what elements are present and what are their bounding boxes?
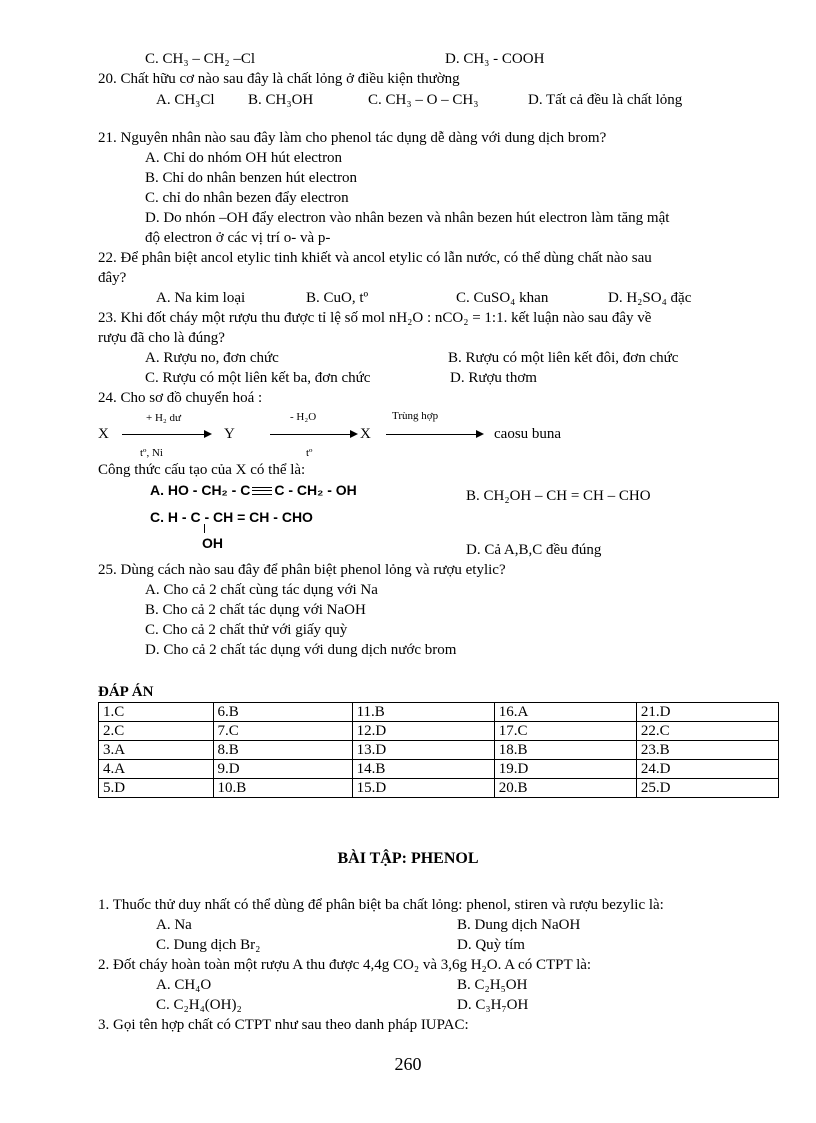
answer-row bbox=[99, 779, 779, 798]
q20-option-c: C. CH₃ – O – CH₃ bbox=[368, 92, 479, 108]
arrow1-bottom-label: tº, Ni bbox=[140, 447, 163, 459]
answer-cell: 7.C bbox=[213, 722, 352, 741]
answer-row bbox=[99, 703, 779, 722]
answer-cell: 6.B bbox=[213, 703, 352, 722]
scheme-product: caosu buna bbox=[494, 426, 562, 442]
triple-bond-icon bbox=[252, 487, 272, 495]
q19-option-d: D. CH₃ - COOH bbox=[445, 51, 545, 67]
arrow2-top-label: - H₂O bbox=[290, 411, 317, 423]
q19-option-c: C. CH₃ – CH₂ –Cl bbox=[145, 51, 256, 67]
answer-row bbox=[99, 741, 779, 760]
q25-option-d: D. Cho cả 2 chất tác dụng với dung dịch nước brom bbox=[145, 642, 457, 658]
answer-cell: 2.C bbox=[99, 722, 214, 741]
p3-question: 3. Gọi tên hợp chất có CTPT như sau theo danh pháp IUPAC: bbox=[98, 1017, 469, 1033]
scheme-y: Y bbox=[224, 426, 235, 442]
q20-option-b: B. CH₃OH bbox=[248, 92, 314, 108]
q22-option-d: D. H₂SO₄ đặc bbox=[608, 290, 692, 306]
arrow2-bottom-label: tº bbox=[306, 447, 313, 459]
p1-option-d: D. Quỳ tím bbox=[457, 937, 525, 953]
p1-option-a: A. Na bbox=[156, 917, 192, 933]
answers-heading: ĐÁP ÁN bbox=[98, 684, 154, 700]
section-title: BÀI TẬP: PHENOL bbox=[337, 850, 479, 867]
q20-question: 20. Chất hữu cơ nào sau đây là chất lỏng ở điều kiện thường bbox=[98, 71, 460, 87]
answer-cell: 25.D bbox=[636, 779, 778, 798]
q23-option-c: C. Rượu có một liên kết ba, đơn chức bbox=[145, 370, 371, 386]
q24-option-a-left: A. HO - CH₂ - C bbox=[150, 482, 251, 498]
q25-option-a: A. Cho cả 2 chất cùng tác dụng với Na bbox=[145, 582, 378, 598]
answer-cell: 18.B bbox=[494, 741, 636, 760]
q24-option-d: D. Cả A,B,C đều đúng bbox=[466, 542, 602, 558]
answer-row bbox=[99, 722, 779, 741]
answer-cell: 23.B bbox=[636, 741, 778, 760]
answer-row bbox=[99, 760, 779, 779]
p2-option-d: D. C₃H₇OH bbox=[457, 997, 529, 1013]
answer-table bbox=[98, 702, 779, 798]
q24-option-c-oh: OH bbox=[202, 535, 223, 551]
q20-option-d: D. Tất cả đều là chất lỏng bbox=[528, 92, 683, 108]
answer-cell: 13.D bbox=[352, 741, 494, 760]
p2-option-b: B. C₂H₅OH bbox=[457, 977, 528, 993]
answer-cell: 10.B bbox=[213, 779, 352, 798]
q22-option-a: A. Na kim loại bbox=[156, 290, 246, 306]
q22-option-b: B. CuO, tº bbox=[306, 290, 369, 306]
answer-cell: 9.D bbox=[213, 760, 352, 779]
q22-question-line1: 22. Để phân biệt ancol etylic tinh khiết và ancol etylic có lẫn nước, có thể dùng chất nào sau bbox=[98, 250, 652, 266]
p2-option-a: A. CH₄O bbox=[156, 977, 212, 993]
p2-option-c: C. C₂H₄(OH)₂ bbox=[156, 997, 242, 1013]
answer-cell: 3.A bbox=[99, 741, 214, 760]
arrow1-top-label: + H₂ dư bbox=[146, 412, 181, 424]
p2-question: 2. Đốt cháy hoàn toàn một rượu A thu được 4,4g CO₂ và 3,6g H₂O. A có CTPT là: bbox=[98, 957, 592, 973]
q24-option-c: C. H - C - CH = CH - CHO bbox=[150, 509, 313, 525]
p1-option-c: C. Dung dịch Br₂ bbox=[156, 937, 261, 953]
q21-option-d-line2: độ electron ở các vị trí o- và p- bbox=[145, 230, 331, 246]
q24-option-a-right: C - CH₂ - OH bbox=[274, 482, 357, 498]
q25-option-c: C. Cho cả 2 chất thử với giấy quỳ bbox=[145, 622, 348, 638]
q21-option-b: B. Chỉ do nhân benzen hút electron bbox=[145, 170, 358, 186]
q22-option-c: C. CuSO₄ khan bbox=[456, 290, 549, 306]
q23-option-a: A. Rượu no, đơn chức bbox=[145, 350, 279, 366]
page-number: 260 bbox=[394, 1054, 422, 1074]
q23-option-b: B. Rượu có một liên kết đôi, đơn chức bbox=[448, 350, 679, 366]
q24-question: 24. Cho sơ đồ chuyển hoá : bbox=[98, 390, 263, 406]
p1-question: 1. Thuốc thử duy nhất có thể dùng để phân biệt ba chất lỏng: phenol, stiren và rượu bezylic là: bbox=[98, 897, 664, 913]
q22-question-line2: đây? bbox=[98, 270, 127, 286]
arrow2-icon bbox=[270, 434, 356, 435]
arrow3-top-label: Trùng hợp bbox=[392, 410, 439, 422]
q24-option-b: B. CH₂OH – CH = CH – CHO bbox=[466, 488, 651, 504]
q23-question-line2: rượu đã cho là đúng? bbox=[98, 330, 225, 346]
answer-cell: 20.B bbox=[494, 779, 636, 798]
q23-option-d: D. Rượu thơm bbox=[450, 370, 537, 386]
arrow1-icon bbox=[122, 434, 210, 435]
answer-cell: 1.C bbox=[99, 703, 214, 722]
scheme-x-start: X bbox=[98, 426, 109, 442]
scheme-x-end: X bbox=[360, 426, 371, 442]
answer-cell: 8.B bbox=[213, 741, 352, 760]
q24-prompt: Công thức cấu tạo của X có thể là: bbox=[98, 462, 306, 478]
answer-cell: 4.A bbox=[99, 760, 214, 779]
answer-cell: 21.D bbox=[636, 703, 778, 722]
answer-cell: 19.D bbox=[494, 760, 636, 779]
answer-cell: 11.B bbox=[352, 703, 494, 722]
q21-option-c: C. chỉ do nhân bezen đẩy electron bbox=[145, 190, 349, 206]
q21-option-d-line1: D. Do nhón –OH đẩy electron vào nhân bezen và nhân bezen hút electron làm tăng mật bbox=[145, 210, 670, 226]
answer-cell: 14.B bbox=[352, 760, 494, 779]
q21-question: 21. Nguyên nhân nào sau đây làm cho phenol tác dụng dễ dàng với dung dịch brom? bbox=[98, 130, 607, 146]
p1-option-b: B. Dung dịch NaOH bbox=[457, 917, 581, 933]
q25-option-b: B. Cho cả 2 chất tác dụng với NaOH bbox=[145, 602, 366, 618]
q21-option-a: A. Chỉ do nhóm OH hút electron bbox=[145, 150, 343, 166]
answer-cell: 17.C bbox=[494, 722, 636, 741]
arrow3-icon bbox=[386, 434, 482, 435]
answer-cell: 24.D bbox=[636, 760, 778, 779]
q25-question: 25. Dùng cách nào sau đây để phân biệt phenol lỏng và rượu etylic? bbox=[98, 562, 506, 578]
answer-cell: 22.C bbox=[636, 722, 778, 741]
answer-cell: 5.D bbox=[99, 779, 214, 798]
answer-cell: 16.A bbox=[494, 703, 636, 722]
q24-option-a bbox=[150, 481, 357, 499]
oh-bond-line bbox=[204, 524, 205, 533]
q23-question-line1: 23. Khi đốt cháy một rượu thu được tỉ lệ số mol nH₂O : nCO₂ = 1:1. kết luận nào sau đây về bbox=[98, 310, 652, 326]
q20-option-a: A. CH₃Cl bbox=[156, 92, 215, 108]
answer-cell: 15.D bbox=[352, 779, 494, 798]
answer-cell: 12.D bbox=[352, 722, 494, 741]
